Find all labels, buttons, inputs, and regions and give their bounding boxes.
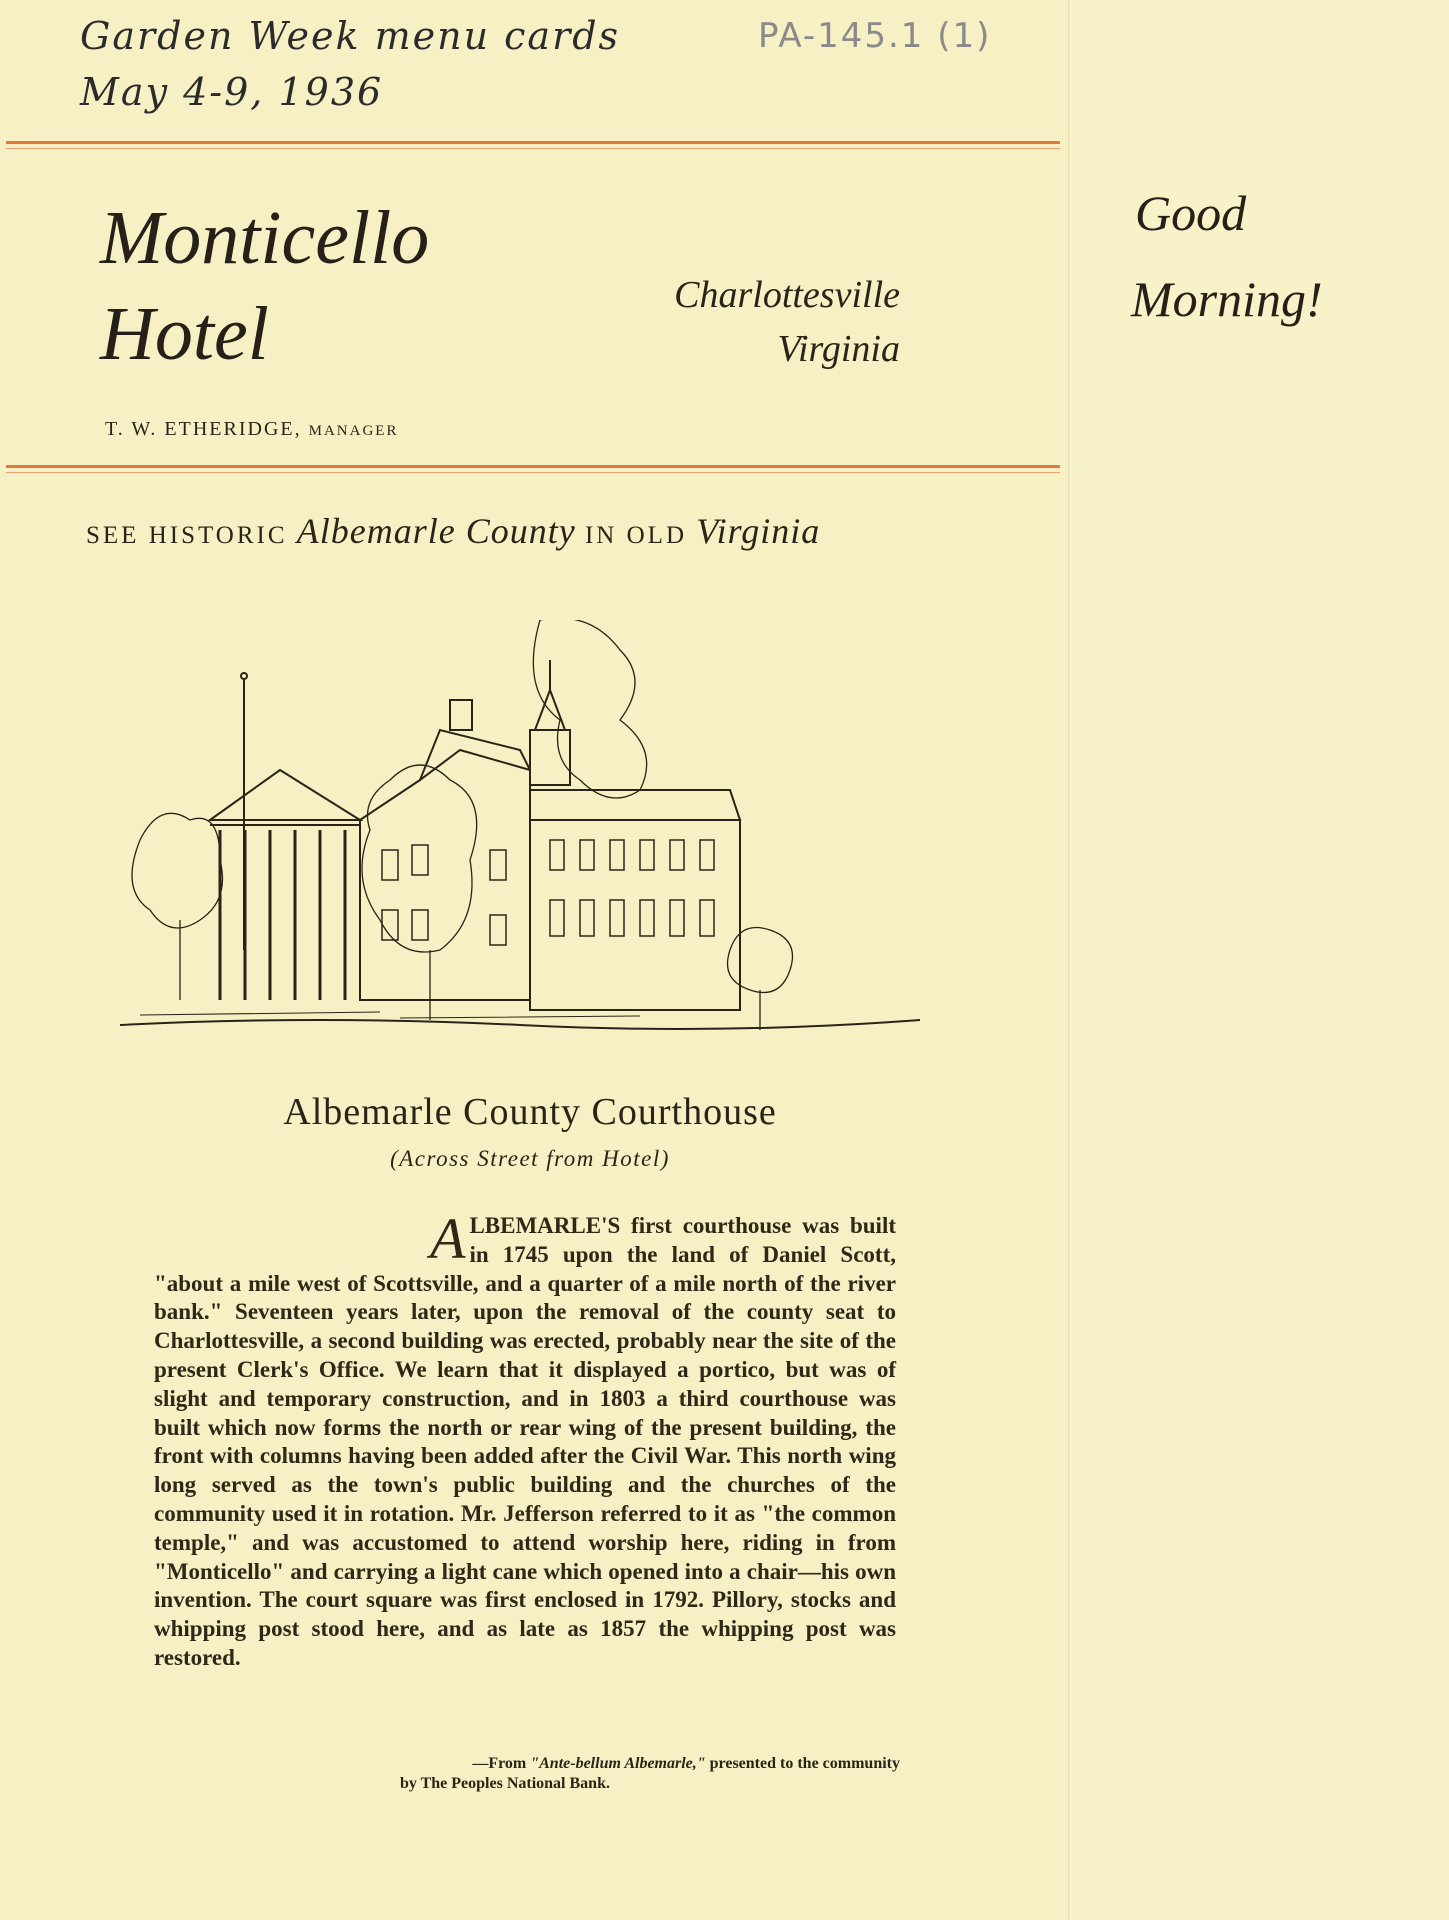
tagline xyxy=(86,510,820,552)
hotel-name xyxy=(100,190,429,382)
article-title: Albemarle County Courthouse xyxy=(283,1091,777,1133)
hotel-location xyxy=(600,268,900,376)
handwritten-note-title: Garden Week menu cards xyxy=(80,14,621,58)
greeting xyxy=(1131,170,1323,342)
archive-code: PA-145.1 (1) xyxy=(758,16,992,56)
hotel-name-line1: Monticello xyxy=(100,196,430,280)
tagline-state: Virginia xyxy=(696,511,821,551)
top-orange-rule xyxy=(6,141,1060,149)
source-suffix: presented to the community xyxy=(709,1755,900,1772)
middle-orange-rule xyxy=(6,465,1060,473)
tagline-county: Albemarle County xyxy=(296,511,576,551)
tagline-part2: IN OLD xyxy=(584,522,687,549)
drop-cap: A xyxy=(430,1206,466,1271)
manager-name: T. W. ETHERIDGE, xyxy=(105,418,302,440)
source-title: "Ante-bellum Albemarle," xyxy=(530,1755,706,1772)
tagline-part1: SEE HISTORIC xyxy=(86,522,288,549)
article-text: was built in 1745 upon the land of Daniel Scott, "about a mile west of Scottsville, and a quarter of a mile north of the river bank." Seventeen years later, upon the removal of the county seat to Charlottesville, a second building was erected, probably near the site of the present Clerk's Office. We learn that it displayed a portico, but was of slight and temporary construction, and in 1803 a third courthouse was built which now forms the north or rear wing of the present building, the front with columns having been added after the Civil War. This north wing long served as the town's public building and the churches of the community used it in rotation. Mr. Jefferson referred to it as "the common temple," and was accustomed to attend worship here, riding in from "Monticello" and carrying a light cane which opened into a chair—his own invention. The court square was first enclosed in 1792. Pillory, stocks and whipping post stood here, and as late as 1857 the whipping post was restored. xyxy=(154,1213,897,1670)
city-name: Charlottesville xyxy=(674,274,900,316)
state-name: Virginia xyxy=(777,328,900,370)
article-subtitle: (Across Street from Hotel) xyxy=(390,1146,670,1171)
hotel-name-line2: Hotel xyxy=(100,292,269,376)
greeting-line2: Morning! xyxy=(1131,271,1323,327)
article-lead: LBEMARLE'S first courthouse xyxy=(469,1213,792,1238)
source-bank: by The Peoples National Bank. xyxy=(400,1775,610,1792)
manager-title: MANAGER xyxy=(308,423,399,439)
manager-line xyxy=(105,418,398,441)
fold-crease xyxy=(1068,0,1071,1920)
greeting-line1: Good xyxy=(1135,185,1247,241)
source-credit xyxy=(320,1754,900,1794)
source-prefix: —From xyxy=(472,1755,527,1772)
courthouse-illustration xyxy=(120,620,920,1050)
handwritten-note-date: May 4-9, 1936 xyxy=(80,70,384,114)
article-body xyxy=(154,1206,897,1673)
